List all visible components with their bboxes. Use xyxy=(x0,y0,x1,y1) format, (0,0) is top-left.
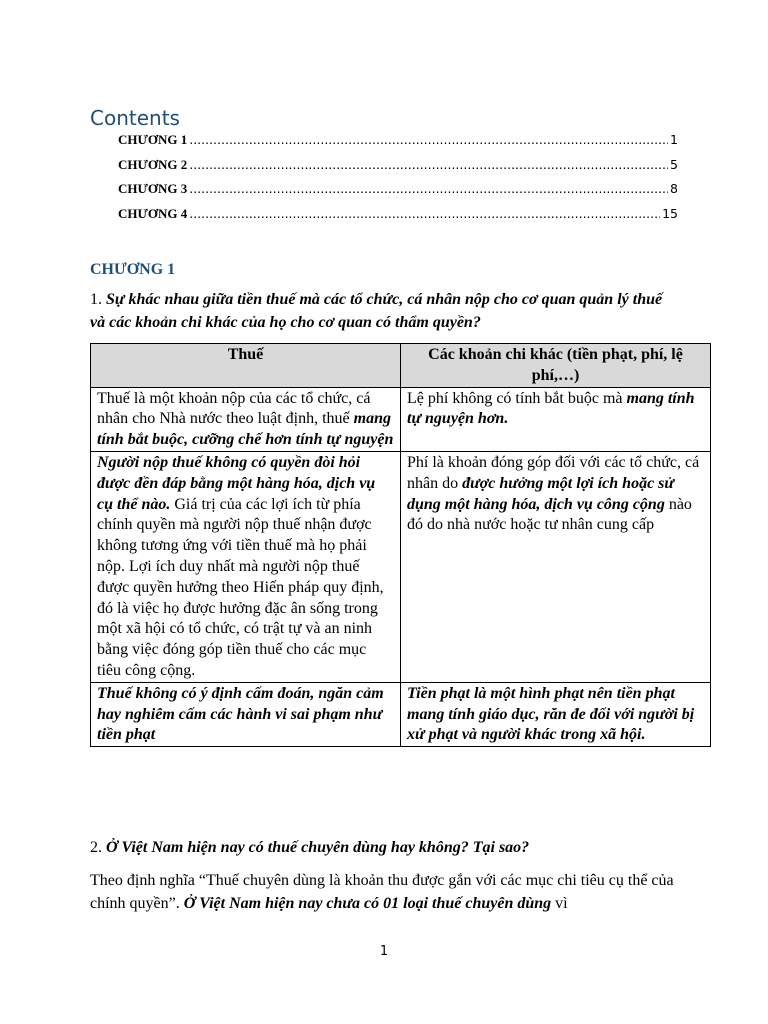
cell-text-emphasis: Thuế không có ý định cấm đoán, ngăn cảm hay nghiêm cấm các hành vi sai phạm như tiền phạt xyxy=(97,684,384,744)
comparison-table xyxy=(90,343,711,747)
header-cell-other-fees: Các khoản chi khác (tiền phạt, phí, lệ phí,…) xyxy=(401,344,711,388)
cell-text: Giá trị của các lợi ích từ phía chính quyền mà người nộp thuế nhận được không tương ứng với tiền thuế mà họ phải nộp. Lợi ích duy nhất mà người nộp thuế được quyền hưởng theo Hiến pháp quy định, đó là việc họ được hưởng đặc ân sống trong một xã hội có tổ chức, có trật tự và an ninh bằng việc đóng góp tiền thuế cho các mục tiêu công cộng. xyxy=(97,495,384,679)
table-row xyxy=(91,451,711,682)
cell-text-emphasis: mang tính tự nguyện hơn. xyxy=(407,389,695,428)
cell-text-emphasis: Tiền phạt là một hình phạt nên tiền phạt mang tính giáo dục, răn đe đối với người bị xử phạt và người khác trong xã hội. xyxy=(407,684,695,744)
toc-entry-page: 5 xyxy=(670,156,678,172)
toc-entry-label: CHƯƠNG 4 xyxy=(118,205,188,221)
table-cell-other-fees xyxy=(401,451,711,682)
paragraph-text: vì xyxy=(551,895,568,912)
cell-text-emphasis: mang tính bắt buộc, cưỡng chế hơn tính tự nguyện xyxy=(97,410,394,449)
toc-entry[interactable] xyxy=(118,157,678,182)
toc-title: Contents xyxy=(90,106,180,130)
question-text: Sự khác nhau giữa tiền thuế mà các tổ chức, cá nhân nộp cho cơ quan quản lý thuế và các khoản chi khác của họ cho cơ quan có thẩm quyền? xyxy=(90,291,663,331)
table-cell-tax xyxy=(91,387,401,451)
cell-text: Lệ phí không có tính bắt buộc mà xyxy=(407,389,627,407)
page-number: 1 xyxy=(379,944,389,959)
toc-entry[interactable] xyxy=(118,181,678,206)
table-cell-tax xyxy=(91,451,401,682)
toc-dot-leader xyxy=(189,132,668,147)
toc-entry-page: 8 xyxy=(670,181,678,196)
cell-text: Phí là khoản đóng góp đối với các tổ chức, cá nhân do xyxy=(407,453,700,492)
cell-text: Thuế là một khoản nộp của các tổ chức, cá nhân cho Nhà nước theo luật định, thuế xyxy=(97,389,371,428)
table-of-contents xyxy=(118,132,678,230)
toc-dot-leader xyxy=(189,157,668,172)
toc-entry-label: CHƯƠNG 2 xyxy=(118,156,188,172)
question-number: 1. xyxy=(90,291,106,308)
toc-entry[interactable] xyxy=(118,132,678,157)
toc-entry[interactable] xyxy=(118,206,678,231)
toc-entry-page: 15 xyxy=(662,205,678,221)
answer-paragraph xyxy=(90,869,680,915)
toc-entry-page: 1 xyxy=(670,132,678,147)
paragraph-emphasis: Ở Việt Nam hiện nay chưa có 01 loại thuế chuyên dùng xyxy=(183,895,552,912)
table-row xyxy=(91,387,711,451)
table-cell-other-fees xyxy=(401,387,711,451)
question-2 xyxy=(90,836,680,859)
cell-text-emphasis: được hưởng một lợi ích hoặc sử dụng một hàng hóa, dịch vụ công cộng xyxy=(407,474,674,513)
table-cell-tax xyxy=(91,682,401,746)
toc-entry-label: CHƯƠNG 3 xyxy=(118,181,188,196)
cell-text: nào đó do nhà nước hoặc tư nhân cung cấp xyxy=(407,495,692,534)
table-row xyxy=(91,682,711,746)
paragraph-text: Theo định nghĩa “Thuế chuyên dùng là khoản thu được gắn với các mục chi tiêu cụ thể của chính quyền”. xyxy=(90,872,674,912)
table-cell-other-fees xyxy=(401,682,711,746)
question-text: Ở Việt Nam hiện nay có thuế chuyên dùng hay không? Tại sao? xyxy=(106,839,530,856)
cell-text-emphasis: Người nộp thuế không có quyền đòi hỏi được đền đáp bằng một hàng hóa, dịch vụ cụ thể nào. xyxy=(97,453,376,513)
toc-entry-label: CHƯƠNG 1 xyxy=(118,132,188,147)
toc-dot-leader xyxy=(189,181,668,196)
toc-dot-leader xyxy=(189,206,660,221)
question-1 xyxy=(90,288,680,334)
table-header-row xyxy=(91,344,711,388)
question-number: 2. xyxy=(90,839,106,856)
header-cell-tax: Thuế xyxy=(91,344,401,388)
chapter-heading: CHƯƠNG 1 xyxy=(90,261,176,278)
